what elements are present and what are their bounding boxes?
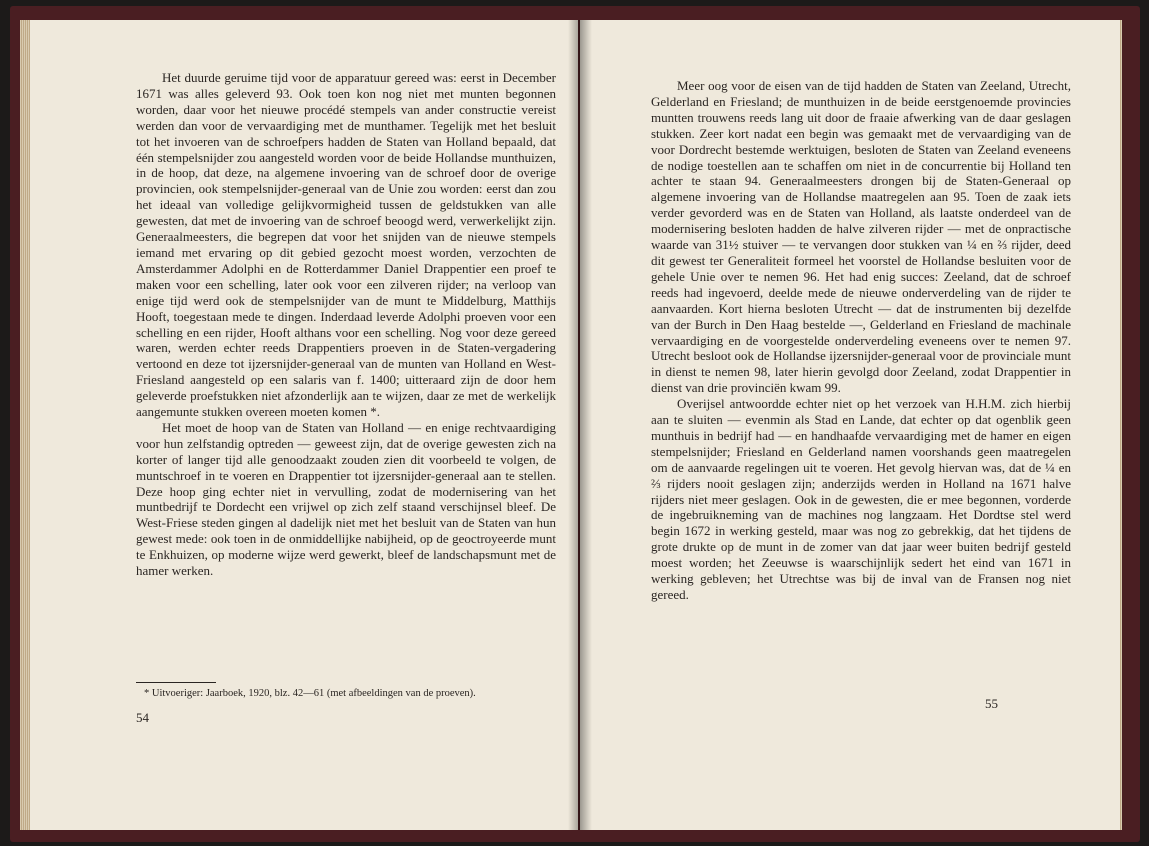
footnote: * Uitvoeriger: Jaarboek, 1920, blz. 42—61 (met afbeeldingen van de proeven). <box>144 688 476 699</box>
paragraph: Het duurde geruime tijd voor de apparatuur gereed was: eerst in December 1671 was alles geleverd 93. Ook toen kon nog niet met munten begonnen worden, daar voor het nieuwe procédé stempels van ander constructie vereist werden dan voor de vervaardiging met de munthamer. Tegelijk met het besluit tot het invoeren van de schroefpers hadden de Staten van Holland bepaald, dat één stempelsnijder zou aangesteld worden voor de beide Hollandse munthuizen, in de hoop, dat deze, na algemene invoering van de schroef door de overige provincien, ook stempelsnijder-generaal van de Unie zou worden: eerst dan zou het ideaal van volledige gelijkvormigheid tussen de geldstukken van alle gewesten, dat met de invoering van de schroef beoogd werd, verwerkelijkt zijn. Generaalmeesters, die begrepen dat voor het snijden van de nieuwe stempels iemand met ervaring op dit gebied gezocht moest worden, verzochten de Amsterdammer Adolphi en de Rotterdammer Daniel Drappentier een proef te maken voor een schelling, later ook voor een zilveren rijder; na verloop van enige tijd werd ook de stempelsnijder van de munt te Middelburg, Matthijs Hooft, toegestaan mede te dingen. Inderdaad leverde Adolphi proeven voor een schelling en een rijder, Hooft althans voor een schelling. Nog voor deze gereed waren, werden echter reeds Drappentiers proeven in de Staten-vergadering vertoond en deze tot ijzersnijder-generaal van de munten van Holland en West-Friesland aangesteld op een salaris van f. 1400; uitteraard zijn de door hem geleverde proefstukken niet afzonderlijk aan te wijzen, daar ze met de werkelijk aangemunte stukken overeen moeten komen *. <box>136 70 556 420</box>
paragraph: Overijsel antwoordde echter niet op het verzoek van H.H.M. zich hierbij aan te sluiten — evenmin als Stad en Lande, dat echter op dat ogenblik geen munthuis in bedrijf had — en handhaafde vervaardiging met de hamer en eigen stempelsnijder; Friesland en Gelderland namen voorshands geen maatregelen om de aanvaarde regelingen uit te voeren. Het gevolg hiervan was, dat de ¼ en ⅔ rijders nooit geslagen zijn; anderzijds werden in Holland na 1671 halve rijders niet meer geslagen. Ook in de gewesten, die er mee begonnen, vorderde de ingebruikneming van de machines nog langzaam. Het Dordtse stel werd begin 1672 in werking gesteld, maar was nog zo gebrekkig, dat het tijdens de grote drukte op de munt in de zomer van dat jaar weer buiten bedrijf gesteld moest worden; het Zeeuwse is waarschijnlijk sedert het eind van 1671 in werking gebleven; het Utrechtse was bij de inval van de Fransen nog niet gereed. <box>651 396 1071 602</box>
page-number: 54 <box>136 710 149 725</box>
page-number: 55 <box>985 696 998 711</box>
footnote-rule <box>136 682 216 683</box>
paragraph: Het moet de hoop van de Staten van Holland — en enige rechtvaardiging voor hun zelfstandig optreden — geweest zijn, dat de overige gewesten zich na korter of langer tijd alle genoodzaakt zouden zien dit voorbeeld te volgen, de muntschroef in te voeren en Drappentier tot ijzersnijder-generaal aan te stellen. Deze hoop ging echter niet in vervulling, zodat de modernisering van het muntbedrijf te Dordecht een vrijwel op zich zelf staand verschijnsel bleef. De West-Friese steden gingen al dadelijk niet met het besluit van de Staten van hun gewest mede: ook toen in de onmiddellijke nabijheid, op de geoctroyeerde munt te Enkhuizen, op moderne wijze werd gewerkt, bleef de landschapsmunt met de hamer werken. <box>136 419 556 579</box>
book-gutter <box>568 20 592 830</box>
left-page-text <box>136 70 556 579</box>
right-page-text <box>651 78 1071 603</box>
right-page <box>580 20 1120 830</box>
left-page <box>30 20 578 830</box>
paragraph: Meer oog voor de eisen van de tijd hadden de Staten van Zeeland, Utrecht, Gelderland en Friesland; de munthuizen in de beide eerstgenoemde provincies muntten trouwens reeds lang uit door de fraaie afwerking van de daar geslagen stukken. Zeer kort nadat een begin was gemaakt met de vervaardiging van de voor Dordrecht bestemde werktuigen, besloten de Staten van Zeeland eveneens de nodige toestellen aan te schaffen om niet in de concurrentie bij Holland ten achter te staan 94. Generaalmeesters drongen bij de Staten-Generaal op algemene invoering van de Hollandse maatregelen aan 95. Toen de zaak iets verder gevorderd was en de Staten van Holland, als laatste onderdeel van de modernisering besloten hadden de halve zilveren rijder — met de onpractische waarde van 31½ stuiver — te vervangen door stukken van ¼ en ⅔ rijder, deed dit gewest ter Generaliteit formeel het voorstel de Hollandse besluiten voor de gehele Unie over te nemen 96. Het had enig succes: Zeeland, dat de schroef reeds had ingevoerd, deelde mede de nieuwe onderverdeling van de rijder te aanvaarden. Kort hierna besloten Utrecht — dat de instrumenten bij dezelfde van der Burch in Den Haag bestelde —, Gelderland en Friesland de machinale vervaardiging en de voorgestelde onderverdeling eveneens over te nemen 97. Utrecht besloot ook de Hollandse ijzersnijder-generaal voor de provinciale munt in dienst te nemen 98, later hierin gevolgd door Zeeland, zodat Drappentier in dienst van drie provinciën kwam 99. <box>651 78 1071 396</box>
